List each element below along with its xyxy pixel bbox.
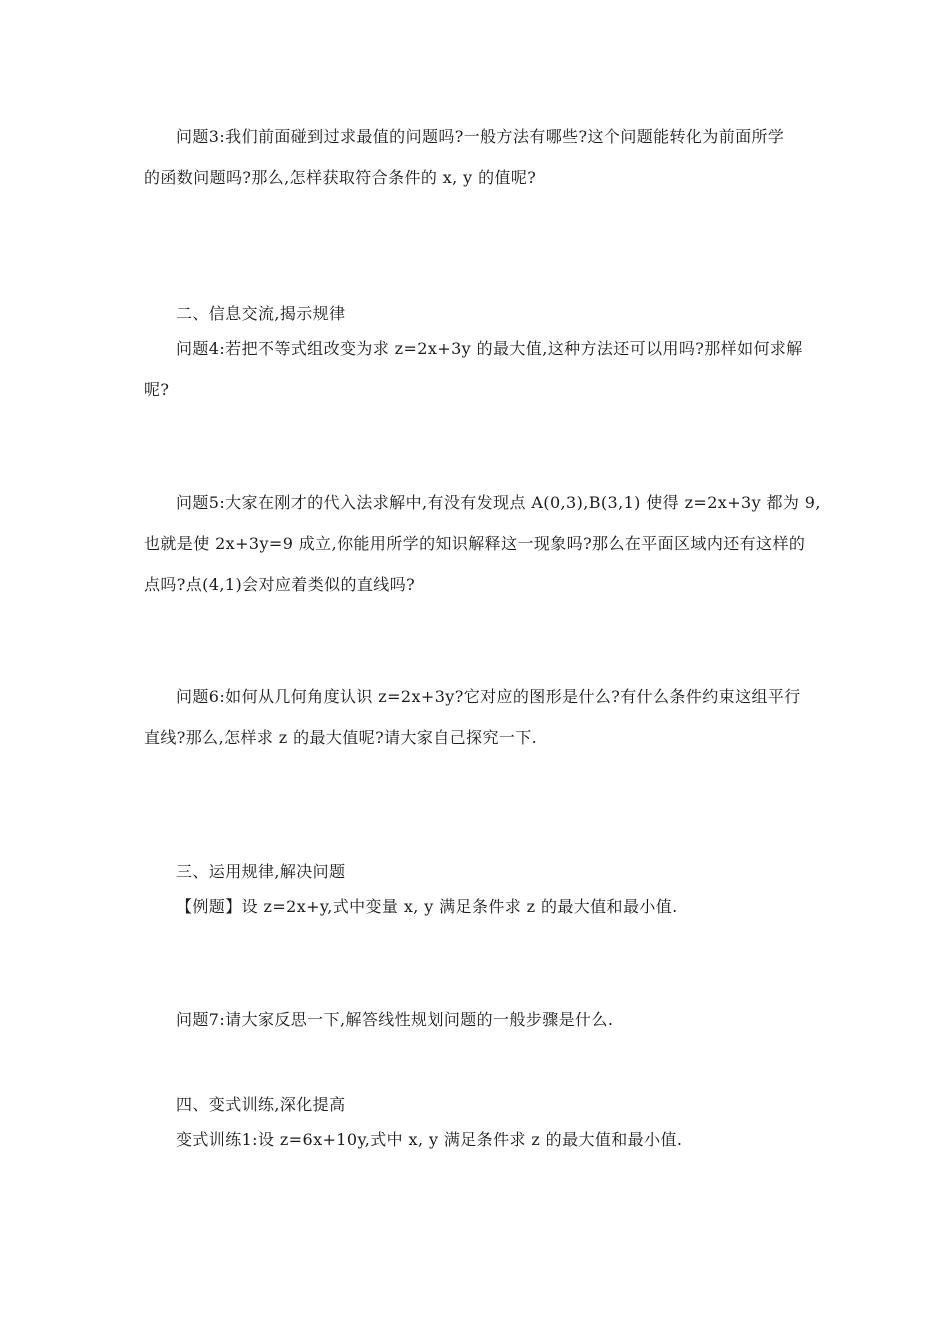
section-3-heading: 三、运用规律,解决问题 bbox=[176, 862, 346, 881]
question-3-line-1: 问题3:我们前面碰到过求最值的问题吗?一般方法有哪些?这个问题能转化为前面所学 bbox=[176, 127, 785, 146]
section-4-heading: 四、变式训练,深化提高 bbox=[176, 1095, 346, 1114]
question-5-line-2: 也就是使 2x+3y=9 成立,你能用所学的知识解释这一现象吗?那么在平面区域内还有这样的 bbox=[144, 534, 806, 553]
question-6-line-1: 问题6:如何从几何角度认识 z=2x+3y?它对应的图形是什么?有什么条件约束这组平行 bbox=[176, 687, 801, 706]
question-5-line-1: 问题5:大家在刚才的代入法求解中,有没有发现点 A(0,3),B(3,1) 使得 z=2x+3y 都为 9, bbox=[176, 493, 821, 512]
question-3-line-2: 的函数问题吗?那么,怎样获取符合条件的 x, y 的值呢? bbox=[144, 168, 537, 187]
question-4-line-2: 呢? bbox=[144, 380, 170, 399]
question-5-line-3: 点吗?点(4,1)会对应着类似的直线吗? bbox=[144, 575, 416, 594]
question-6-line-2: 直线?那么,怎样求 z 的最大值呢?请大家自己探究一下. bbox=[144, 728, 538, 747]
example-text: 【例题】设 z=2x+y,式中变量 x, y 满足条件求 z 的最大值和最小值. bbox=[176, 897, 678, 916]
section-2-heading: 二、信息交流,揭示规律 bbox=[176, 304, 346, 323]
variant-1-text: 变式训练1:设 z=6x+10y,式中 x, y 满足条件求 z 的最大值和最小值. bbox=[176, 1130, 683, 1149]
question-4-line-1: 问题4:若把不等式组改变为求 z=2x+3y 的最大值,这种方法还可以用吗?那样如何求解 bbox=[176, 339, 803, 358]
question-7-text: 问题7:请大家反思一下,解答线性规划问题的一般步骤是什么. bbox=[176, 1010, 614, 1029]
